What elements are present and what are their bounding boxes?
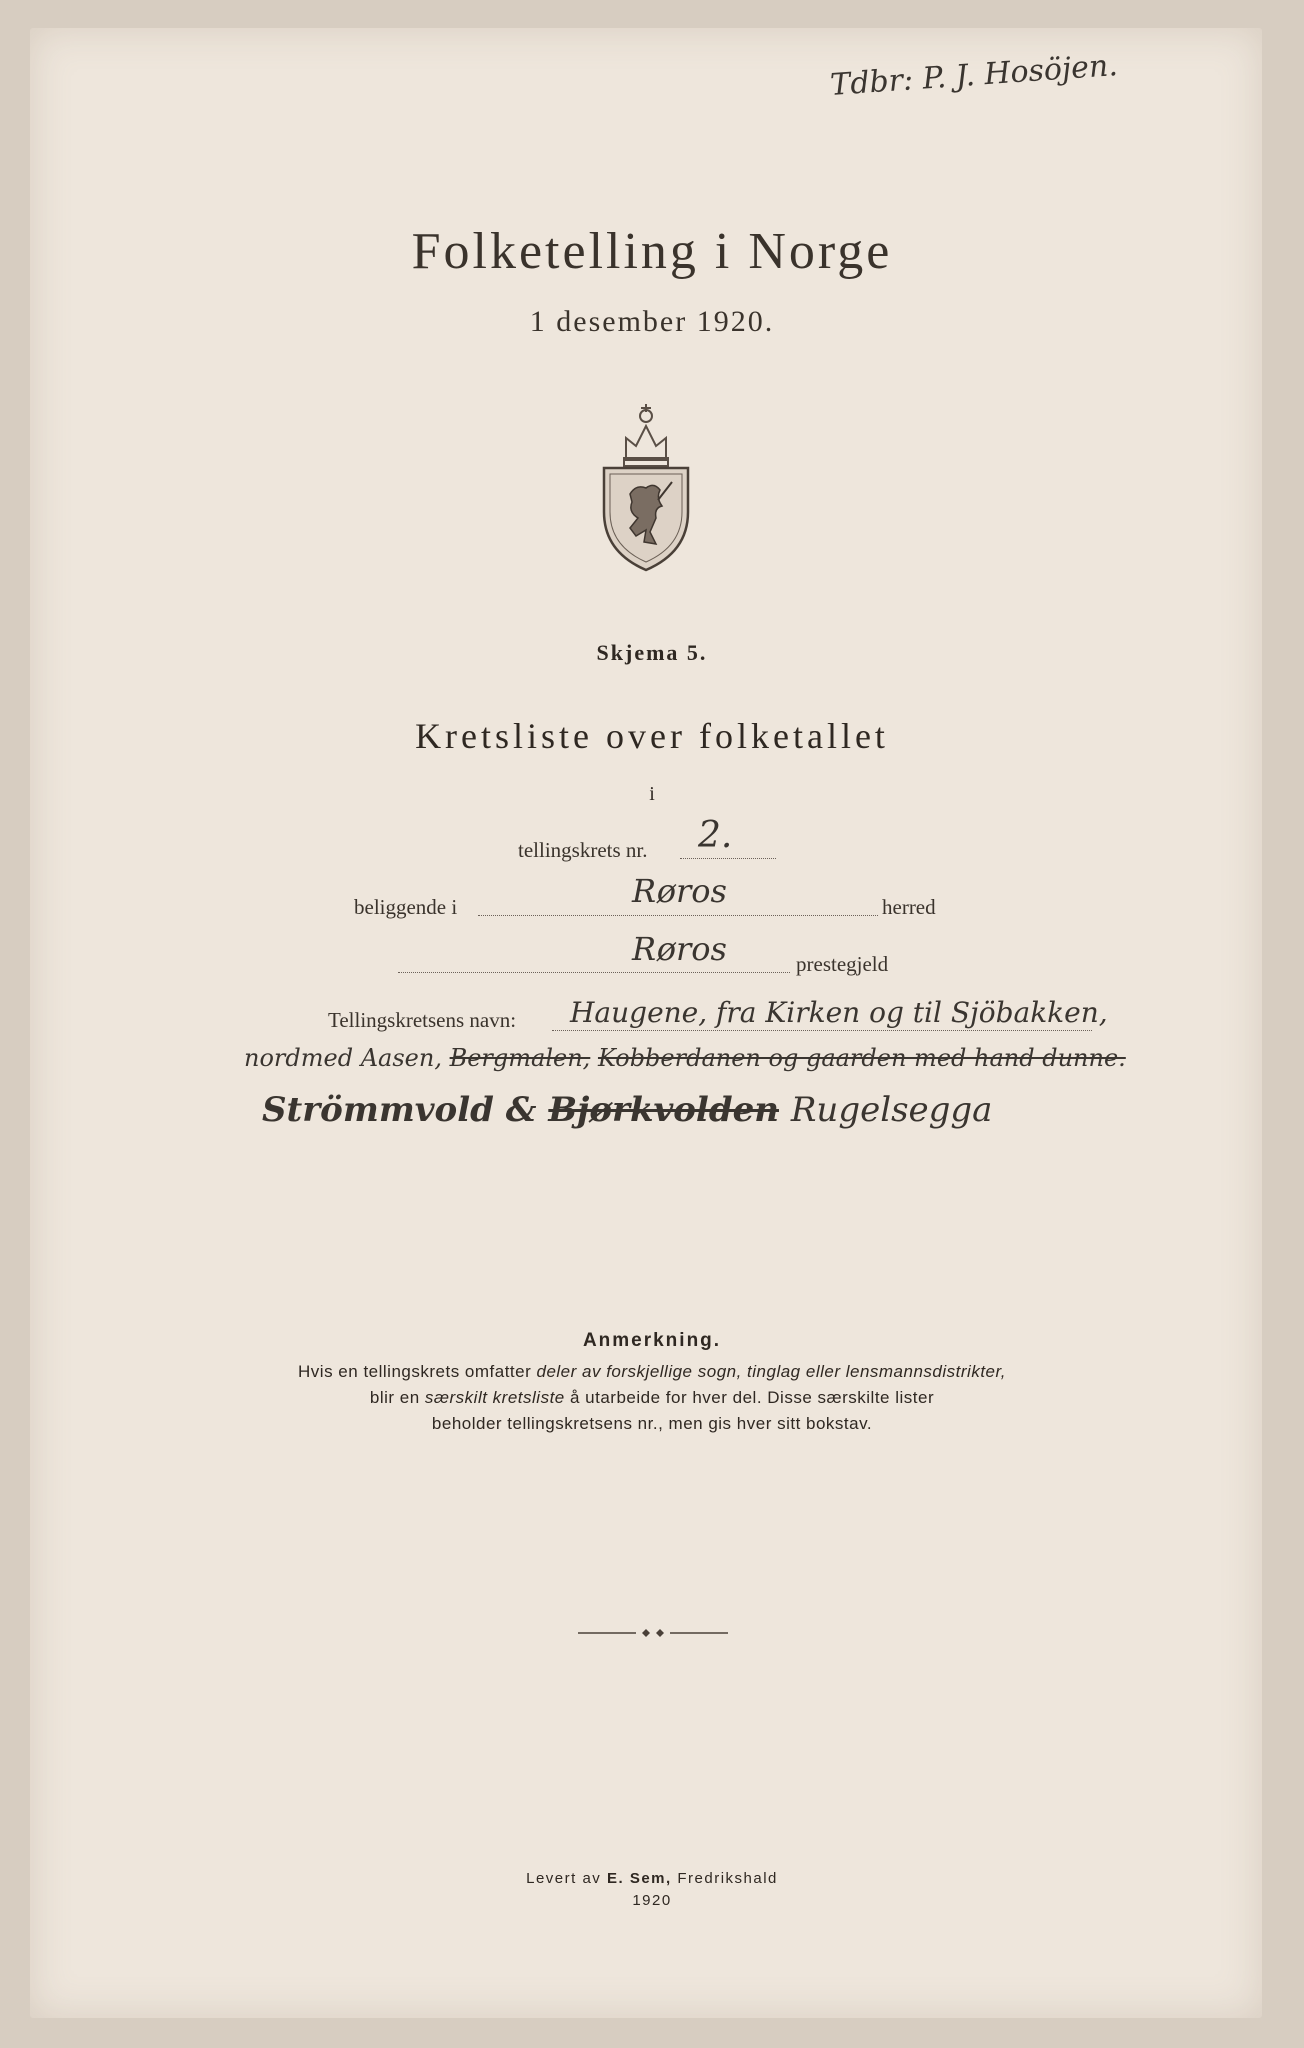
prestegjeld-field-line (398, 972, 790, 973)
note-line-2-text-a: blir en (369, 1388, 425, 1407)
navn-line-2-struck-2: Kobberdanen og gaarden med hand dunne. (597, 1044, 1126, 1072)
note-line-2-italic: særskilt kretsliste (424, 1388, 565, 1407)
header-annotation: Tdbr: P. J. Hosöjen. (829, 47, 1119, 104)
navn-label: Tellingskretsens navn: (328, 1008, 517, 1032)
printer-place: Fredrikshald (671, 1870, 778, 1887)
printer-prefix: Levert av (526, 1870, 607, 1887)
note-line-1 (0, 1362, 1304, 1382)
tellingskrets-label: tellingskrets nr. (518, 838, 648, 862)
note-line-1-text: Hvis en tellingskrets omfatter (298, 1362, 537, 1381)
prestegjeld-label: prestegjeld (796, 952, 889, 976)
beliggende-value: Røros (632, 872, 727, 910)
navn-line-2-struck-1: Bergmalen, (449, 1044, 591, 1072)
preposition-i: i (649, 783, 655, 805)
tellingskrets-value: 2. (698, 815, 733, 856)
navn-line-2 (244, 1044, 1126, 1072)
list-heading: Kretsliste over folketallet (415, 716, 889, 756)
navn-line-3-part-a: Strömmvold & (262, 1090, 537, 1130)
navn-line-1: Haugene, fra Kirken og til Sjöbakken, (570, 996, 1108, 1029)
coat-of-arms-icon (596, 402, 696, 577)
navn-field-line-1 (552, 1030, 1092, 1031)
navn-line-3 (262, 1090, 992, 1130)
beliggende-field-line (478, 915, 878, 916)
form-date: 1 desember 1920. (529, 305, 775, 338)
herred-label: herred (882, 895, 936, 919)
printer-line (0, 1870, 1304, 1887)
navn-line-2-part-a: nordmed Aasen, (244, 1044, 442, 1072)
printer-year: 1920 (632, 1892, 672, 1909)
star-divider-icon (578, 1627, 728, 1639)
beliggende-label: beliggende i (354, 895, 458, 919)
note-line-3: beholder tellingskretsens nr., men gis hver sitt bokstav. (431, 1414, 873, 1433)
navn-line-3-part-b: Rugelsegga (790, 1090, 993, 1130)
schema-number: Skjema 5. (596, 640, 708, 665)
note-line-2-text-c: å utarbeide for hver del. Disse særskilte lister (564, 1388, 935, 1407)
navn-line-3-struck: Bjørkvolden (548, 1090, 779, 1130)
tellingskrets-field-line (680, 858, 776, 859)
note-line-2 (0, 1388, 1304, 1408)
printer-name: E. Sem, (606, 1870, 672, 1887)
prestegjeld-value: Røros (632, 930, 727, 968)
form-title: Folketelling i Norge (411, 223, 893, 280)
note-title: Anmerkning. (582, 1330, 722, 1351)
note-line-1-italic: deler av forskjellige sogn, tinglag eller lensmannsdistrikter, (536, 1362, 1006, 1381)
